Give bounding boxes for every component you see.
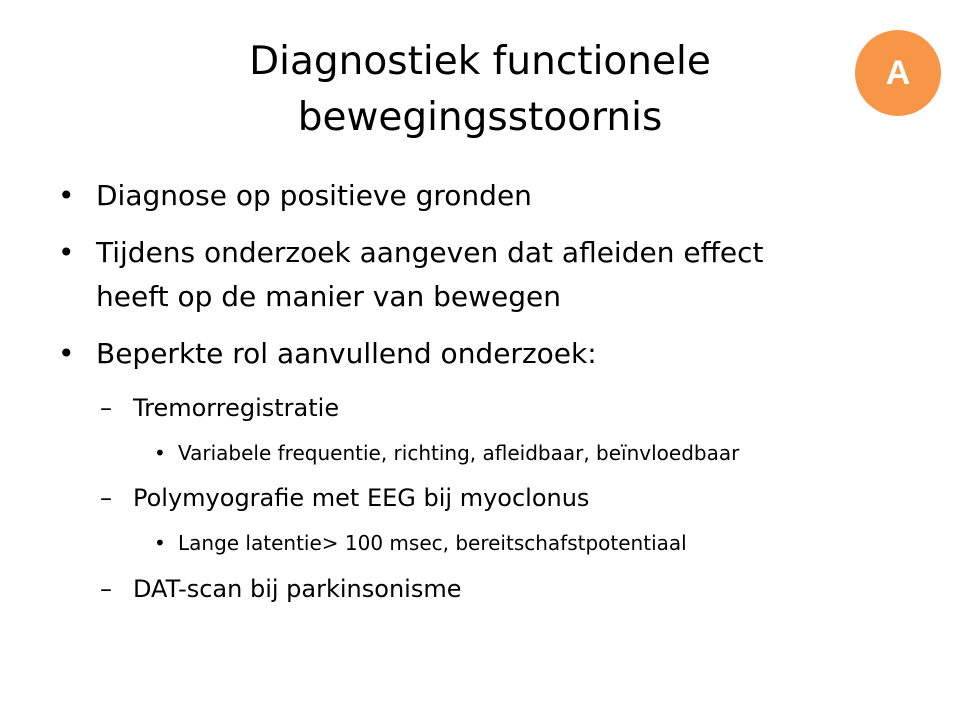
bullet-marker: • bbox=[154, 531, 166, 555]
bullet-item bbox=[58, 233, 764, 273]
sub-item-text: Tremorregistratie bbox=[133, 394, 340, 422]
title-line-1: Diagnostiek functionele bbox=[249, 39, 711, 84]
sub-item bbox=[100, 572, 462, 606]
detail-text: Variabele frequentie, richting, afleidbaar, beïnvloedbaar bbox=[178, 441, 740, 465]
dash-marker: – bbox=[100, 575, 112, 603]
bullet-text: heeft op de manier van bewegen bbox=[96, 280, 561, 313]
bullet-marker: • bbox=[58, 337, 75, 370]
sub-item bbox=[100, 481, 590, 515]
bullet-marker: • bbox=[154, 441, 166, 465]
detail-item bbox=[154, 439, 740, 467]
sub-item-text: DAT-scan bij parkinsonisme bbox=[133, 575, 462, 603]
bullet-text: Tijdens onderzoek aangeven dat afleiden effect bbox=[96, 236, 764, 269]
bullet-marker: • bbox=[58, 236, 75, 269]
section-badge: A bbox=[855, 30, 941, 116]
detail-text: Lange latentie> 100 msec, bereitschafstpotentiaal bbox=[178, 531, 687, 555]
dash-marker: – bbox=[100, 484, 112, 512]
bullet-text: Diagnose op positieve gronden bbox=[96, 179, 532, 212]
bullet-continuation bbox=[96, 277, 561, 317]
bullet-item bbox=[58, 176, 532, 216]
bullet-marker: • bbox=[58, 179, 75, 212]
sub-item bbox=[100, 391, 340, 425]
dash-marker: – bbox=[100, 394, 112, 422]
detail-item bbox=[154, 529, 687, 557]
bullet-item bbox=[58, 334, 597, 374]
bullet-text: Beperkte rol aanvullend onderzoek: bbox=[96, 337, 597, 370]
title-line-2: bewegingsstoornis bbox=[297, 95, 663, 140]
slide-title bbox=[120, 34, 840, 146]
sub-item-text: Polymyografie met EEG bij myoclonus bbox=[133, 484, 590, 512]
